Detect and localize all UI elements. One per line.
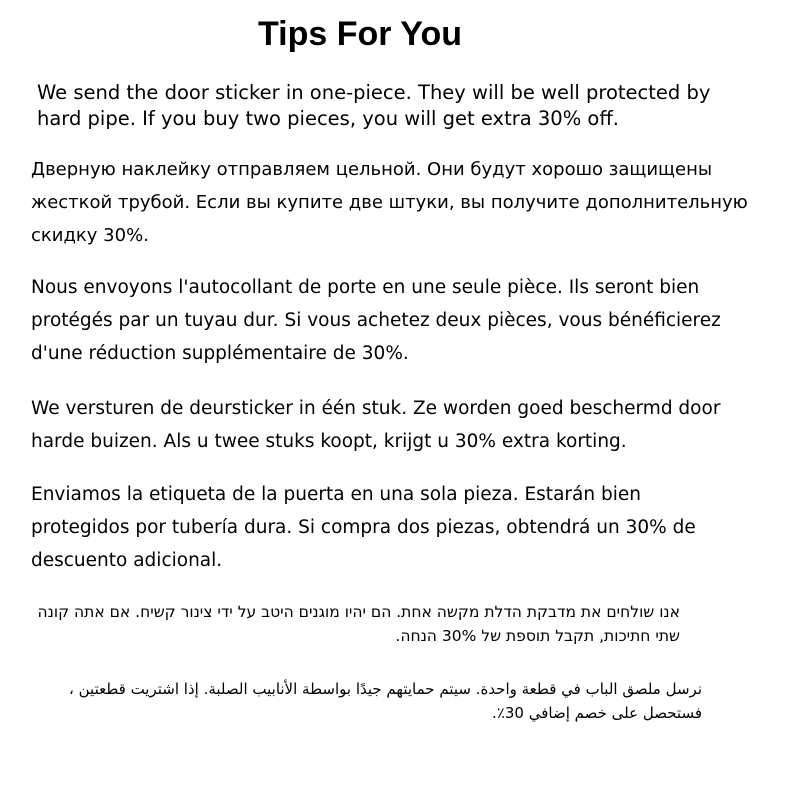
- paragraph-hebrew: אנו שולחים את מדבקת הדלת מקשה אחת. הם יהיו מוגנים היטב על ידי צינור קשיח. אם אתה קונה שתי חתיכות, תקבל תוספת של 30% הנחה.: [37, 603, 680, 645]
- paragraph-russian: Дверную наклейку отправляем цельной. Они будут хорошо защищены жесткой трубой. Если вы купите две штуки, вы получите дополнительную скидку 30%.: [31, 159, 748, 246]
- paragraph-french: Nous envoyons l'autocollant de porte en une seule pièce. Ils seront bien protégés par un tuyau dur. Si vous achetez deux pièces, vous bénéficierez d'une réduction supplémentaire de 30%.: [31, 277, 721, 364]
- paragraph-dutch: We versturen de deursticker in één stuk. Ze worden goed beschermd door harde buizen. Als u twee stuks koopt, krijgt u 30% extra korting.: [31, 398, 721, 452]
- page-title: Tips For You: [257, 15, 463, 53]
- paragraph-arabic: نرسل ملصق الباب في قطعة واحدة. سيتم حمايتهم جيدًا بواسطة الأنابيب الصلبة. إذا اشتريت قطعتين ، فستحصل على خصم إضافي 30٪.: [69, 680, 702, 722]
- paragraph-english: We send the door sticker in one-piece. They will be well protected by hard pipe. If you buy two pieces, you will get extra 30% off.: [37, 81, 711, 130]
- paragraph-spanish: Enviamos la etiqueta de la puerta en una sola pieza. Estarán bien protegidos por tubería dura. Si compra dos piezas, obtendrá un 30% de descuento adicional.: [31, 484, 696, 571]
